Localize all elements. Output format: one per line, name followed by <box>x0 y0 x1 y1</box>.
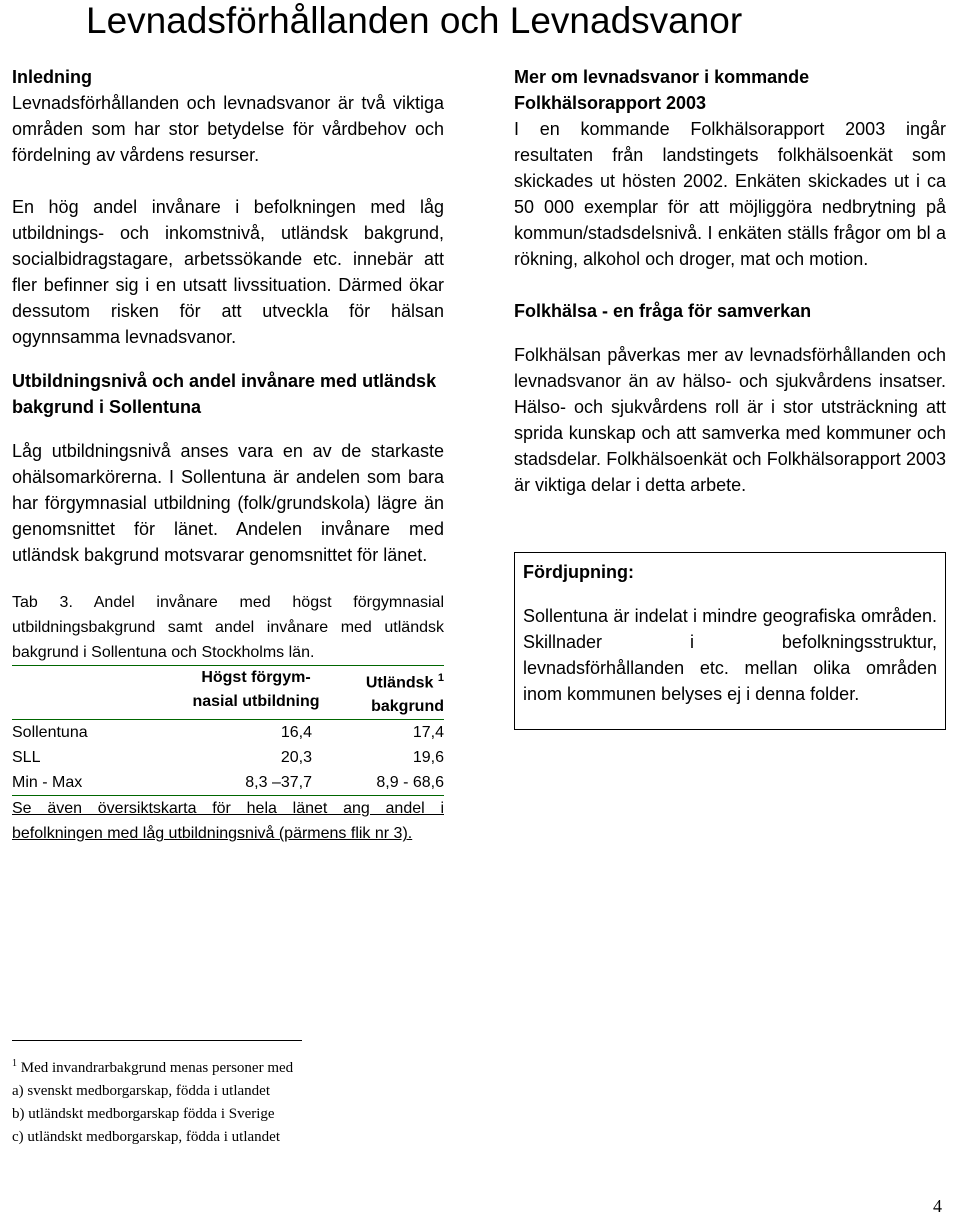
public-health-heading: Folkhälsa - en fråga för samverkan <box>514 301 812 321</box>
deepening-paragraph: Sollentuna är indelat i mindre geografiska områden. Skillnader i befolkningsstruktur, levnadsförhållanden etc. mellan olika områden inom kommunen belyses ej i denna folder. <box>523 606 937 704</box>
row-label: Sollentuna <box>12 724 88 742</box>
education-heading: Utbildningsnivå och andel invånare med utländsk bakgrund i Sollentuna <box>12 371 437 417</box>
page-title: Levnadsförhållanden och Levnadsvanor <box>86 0 743 41</box>
footnote-1 <box>12 1052 432 1080</box>
page-number: 4 <box>933 1196 942 1216</box>
table-3 <box>12 590 444 846</box>
education-paragraph: Låg utbildningsnivå anses vara en av de starkaste ohälsomarkörerna. I Sollentuna är andelen som bara har förgymnasial utbildning (folk/grundskola) lägre än genomsnittet för länet. Andelen invånare med utländsk bakgrund motsvarar genomsnittet för länet. <box>12 441 444 565</box>
footnote-line-1: Med invandrarbakgrund menas personer med <box>20 1060 294 1076</box>
header-foreign-line1: Utländsk <box>365 674 434 692</box>
footnote-line-3: b) utländskt medborgarskap födda i Sverige <box>12 1106 275 1122</box>
header-edu-line1: Högst förgym- <box>201 669 311 686</box>
education-table <box>12 666 444 796</box>
row-foreign-value: 8,9 - 68,6 <box>376 774 444 792</box>
table-note-link[interactable]: Se även översiktskarta för hela länet ang andel i befolkningen med låg utbildningsnivå (pärmens flik nr 3). <box>12 800 444 843</box>
table-row <box>12 720 444 746</box>
table-row <box>12 745 444 770</box>
row-education-value: 20,3 <box>280 749 312 767</box>
deepening-box <box>514 552 946 730</box>
row-education-value: 16,4 <box>280 724 312 742</box>
row-label: Min - Max <box>12 774 83 792</box>
table-header-empty <box>12 666 162 720</box>
header-edu-line2: nasial utbildning <box>192 693 320 710</box>
public-health-paragraph: Folkhälsan påverkas mer av levnadsförhållanden och levnadsvanor än av hälso- och sjukvårdens insatser. Hälso- och sjukvårdens roll är i stor utsträckning att sprida kunskap och att samverka med kommuner och stadsdelar. Folkhälsoenkät och Folkhälsorapport 2003 är viktiga delar i detta arbete. <box>514 345 946 495</box>
table-caption: Tab 3. Andel invånare med högst förgymnasial utbildningsbakgrund samt andel invånare med utländsk bakgrund i Sollentuna och Stockholms län. <box>12 594 444 661</box>
row-foreign-value: 19,6 <box>412 749 444 767</box>
header-foreign-line2: bakgrund <box>371 698 444 716</box>
table-caption-wrap <box>12 590 444 666</box>
table-header-foreign <box>350 666 444 720</box>
table-header-row <box>12 666 444 720</box>
footnotes <box>12 1052 432 1149</box>
intro-paragraph-2: En hög andel invånare i befolkningen med låg utbildnings- och inkomstnivå, utländsk bakgrund, socialbidragstagare, arbetssökande etc. innebär att fler befinner sig i en utsatt livssituation. Därmed ökar dessutom risken för att utveckla för hälsan ogynnsamma levnadsvanor. <box>12 197 444 347</box>
intro-heading: Inledning <box>12 67 92 87</box>
footnote-line-4: c) utländskt medborgarskap, födda i utlandet <box>12 1129 280 1145</box>
future-paragraph: I en kommande Folkhälsorapport 2003 ingår resultaten från landstingets folkhälsoenkät som skickades ut hösten 2002. Enkäten skickades ut i ca 50 000 exemplar för att möjliggöra nedbrytning på kommun/stadsdelsnivå. I enkäten ställs frågor om bl a rökning, alkohol och droger, mat och motion. <box>514 119 946 269</box>
footnote-marker: 1 <box>437 672 444 684</box>
intro-paragraph-1: Levnadsförhållanden och levnadsvanor är två viktiga områden som har stor betydelse för vårdbehov och fördelning av vårdens resurser. <box>12 93 444 165</box>
table-header-education <box>162 666 350 720</box>
row-label: SLL <box>12 749 41 767</box>
row-education-value: 8,3 –37,7 <box>245 774 312 792</box>
footnote-mark: 1 <box>12 1058 17 1069</box>
table-row <box>12 770 444 796</box>
right-column <box>514 64 946 730</box>
left-column <box>12 64 444 846</box>
future-heading: Mer om levnadsvanor i kommande Folkhälsorapport 2003 <box>514 67 810 113</box>
deepening-heading: Fördjupning: <box>523 562 634 582</box>
footnote-line-2: a) svenskt medborgarskap, födda i utlandet <box>12 1083 270 1099</box>
row-foreign-value: 17,4 <box>412 724 444 742</box>
footnote-divider <box>12 1040 302 1041</box>
